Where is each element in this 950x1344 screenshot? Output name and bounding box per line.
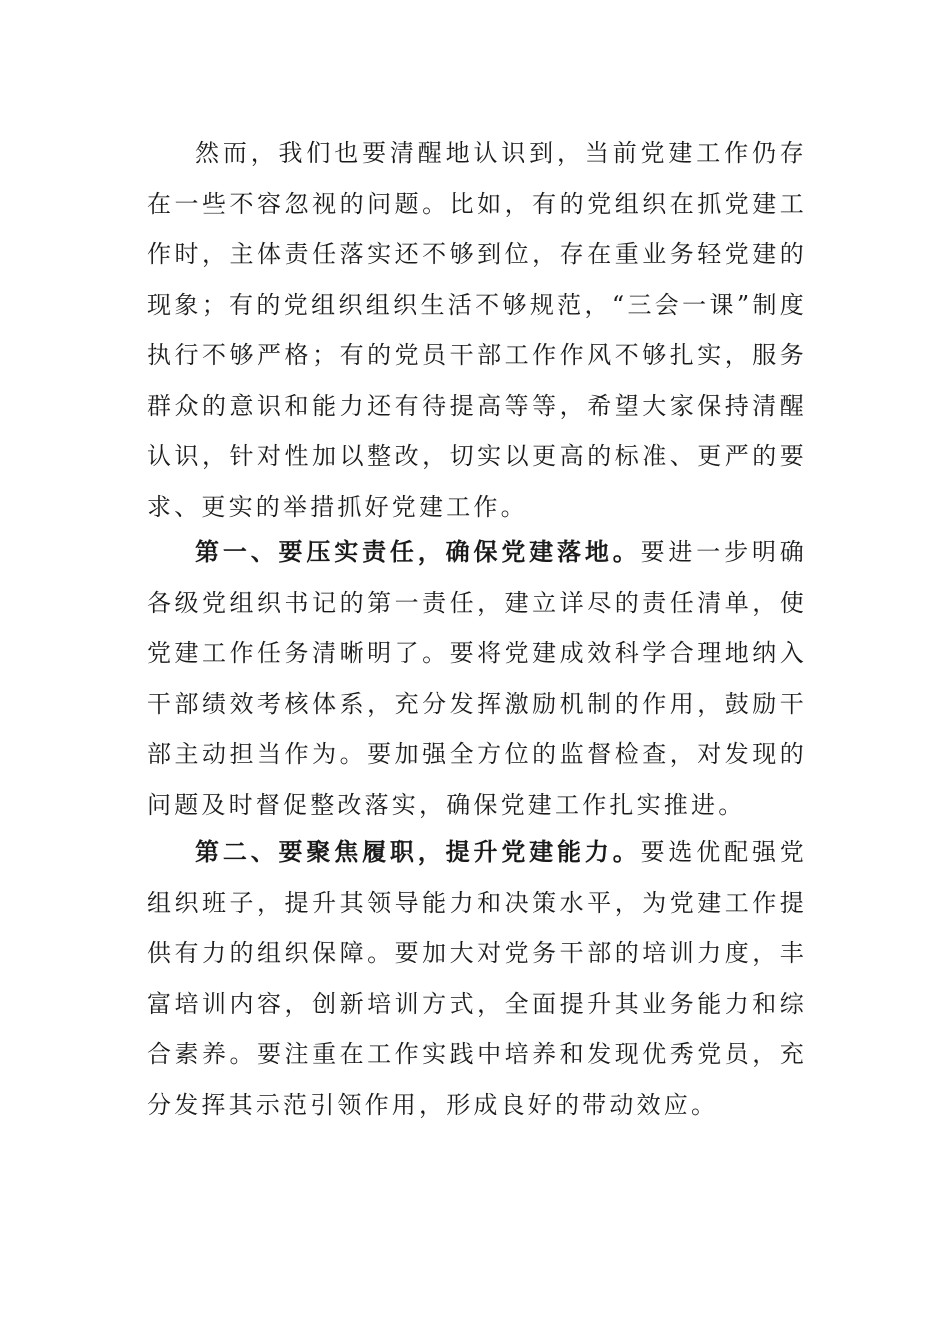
paragraph-text: 然而，我们也要清醒地认识到，当前党建工作仍存在一些不容忽视的问题。比如，有的党组织在抓党建工作时，主体责任落实还不够到位，存在重业务轻党建的现象；有的党组织组织生活不够规范，“三会一课”制度执行不够严格；有的党员干部工作作风不够扎实，服务群众的意识和能力还有待提高等等，希望大家保持清醒认识，针对性加以整改，切实以更高的标准、更严的要求、更实的举措抓好党建工作。	[147, 139, 807, 521]
paragraph-text: 要选优配强党组织班子，提升其领导能力和决策水平，为党建工作提供有力的组织保障。要加大对党务干部的培训力度，丰富培训内容，创新培训方式，全面提升其业务能力和综合素养。要注重在工作实践中培养和发现优秀党员，充分发挥其示范引领作用，形成良好的带动效应。	[147, 838, 807, 1119]
paragraph-heading: 第二、要聚焦履职，提升党建能力。	[195, 837, 641, 866]
paragraph-problems	[147, 128, 807, 532]
paragraph-first-point	[147, 527, 807, 830]
paragraph-second-point	[147, 827, 807, 1130]
paragraph-text: 要进一步明确各级党组织书记的第一责任，建立详尽的责任清单，使党建工作任务清晰明了。要将党建成效科学合理地纳入干部绩效考核体系，充分发挥激励机制的作用，鼓励干部主动担当作为。要加强全方位的监督检查，对发现的问题及时督促整改落实，确保党建工作扎实推进。	[147, 538, 807, 819]
paragraph-body	[147, 827, 807, 1130]
paragraph-body	[147, 128, 807, 532]
paragraph-heading: 第一、要压实责任，确保党建落地。	[195, 537, 641, 566]
paragraph-body	[147, 527, 807, 830]
